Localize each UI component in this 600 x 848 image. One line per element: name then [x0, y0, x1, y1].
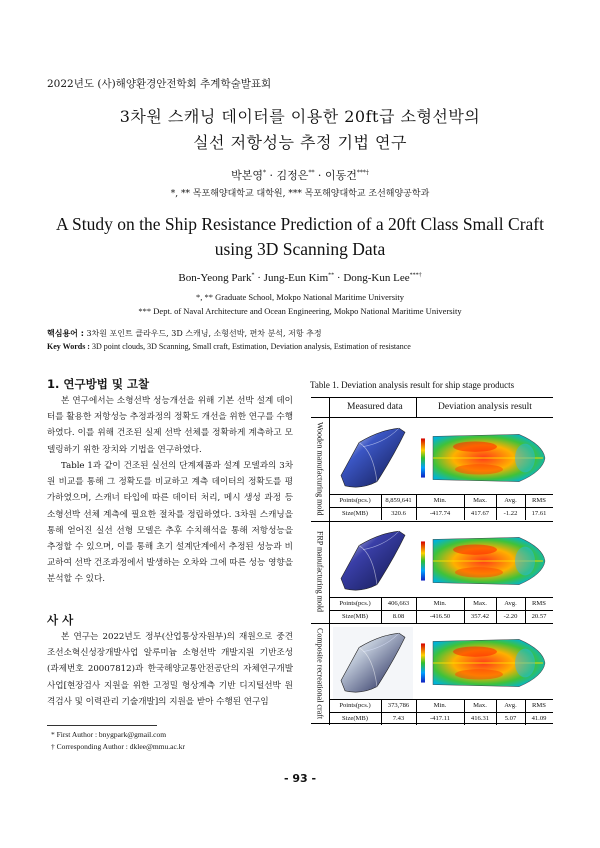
author-en-2: Jung-Eun Kim	[263, 272, 329, 284]
author-en-2-mark: **	[328, 272, 335, 279]
keywords-en-text: 3D point clouds, 3D Scanning, Small craft, Estimation, Deviation analysis, Estimation of resistance	[89, 342, 411, 351]
author-ko-1-mark: *	[263, 169, 267, 177]
conference-header: 2022년도 (사)해양환경안전학회 추계학술발표회	[47, 78, 272, 90]
authors-ko	[0, 167, 600, 183]
stat-points: 406,663	[387, 600, 410, 607]
stat-points: 8,859,641	[385, 497, 412, 504]
stat-avg: 5.07	[504, 715, 517, 722]
author-en-1: Bon-Yeong Park	[178, 272, 252, 284]
affiliation-en-line2: *** Dept. of Naval Architecture and Ocean Engineering, Mokpo National Maritime University	[138, 306, 462, 316]
stat-header: Avg.	[504, 497, 517, 504]
stat-min: -416.50	[429, 613, 451, 620]
deviation-table	[311, 397, 553, 724]
keywords-ko-text: 3차원 포인트 클라우드, 3D 스캐닝, 소형선박, 편차 분석, 저항 추정	[83, 329, 322, 338]
stat-header: RMS	[532, 702, 546, 709]
stat-header-size: Size(MB)	[341, 510, 368, 517]
table-header	[311, 398, 553, 418]
measured-scan-image	[333, 525, 413, 597]
affiliation-en-line1: *, ** Graduate School, Mokpo National Maritime University	[196, 292, 404, 302]
section-heading-methods: 1. 연구방법 및 고찰	[47, 377, 150, 391]
stat-header: RMS	[532, 497, 546, 504]
stat-header: Max.	[473, 497, 487, 504]
title-ko-line1: 3차원 스캐닝 데이터를 이용한 20ft급 소형선박의	[119, 107, 481, 126]
stat-header: Avg.	[504, 600, 517, 607]
row-label: FRP manufacturing mold	[315, 531, 325, 613]
row-label: Wooden manufacturing mold	[315, 422, 325, 516]
stat-header: Avg.	[504, 702, 517, 709]
stat-avg: -1.22	[503, 510, 518, 517]
stat-min: -417.11	[429, 715, 451, 722]
stat-header-size: Size(MB)	[341, 613, 368, 620]
deviation-map-image	[419, 525, 551, 597]
stat-header: Min.	[433, 497, 447, 504]
methods-paragraph-2: Table 1과 같이 건조된 실선의 단계제품과 설계 모델과의 3차원 비교를 통해 그 정확도를 비교하고 계측 데이터의 정확도를 평가하였으며, 스캐너 타입에 따른 데이터 처리, 메시 생성 과정 등 소형선박 선체 계측에 필요한 절차를 정립하였다. 3차원 스캐닝을 통해 얻어진 실선 선형 모델은 추후 수치해석을 통해 저항성능을 추정할 수 있으며, 이를 통해 초기 설계단계에서 추정된 성능과 비교하여 선박 건조과정에서 발생하는 오차와 그에 따른 성능 영향을 분석할 수 있다.	[47, 461, 293, 585]
page-number: - 93 -	[283, 772, 317, 785]
measured-scan-image	[333, 422, 413, 494]
divider	[329, 398, 330, 725]
stat-rms: 17.61	[531, 510, 547, 517]
stat-size: 320.6	[391, 510, 406, 517]
stat-header: Max.	[473, 702, 487, 709]
measured-scan-image	[333, 627, 413, 699]
stat-min: -417.74	[429, 510, 451, 517]
stat-max: 416.31	[470, 715, 490, 722]
keywords-ko	[47, 328, 322, 339]
stat-header-points: Points(pcs.)	[339, 497, 371, 504]
author-ko-2: 김정은	[276, 169, 309, 182]
deviation-map-image	[419, 627, 551, 699]
stat-header: Max.	[473, 600, 487, 607]
stat-header: Min.	[433, 600, 447, 607]
keywords-en-label: Key Words :	[47, 342, 90, 351]
authors-en	[0, 272, 600, 284]
stat-header-points: Points(pcs.)	[339, 600, 371, 607]
author-ko-2-mark: **	[308, 169, 315, 177]
deviation-map-image	[419, 422, 551, 494]
stat-header: Min.	[433, 702, 447, 709]
footnote-rule	[47, 725, 157, 726]
footnote-corr-mark: †	[51, 742, 55, 751]
divider	[416, 398, 417, 418]
keywords-en	[47, 342, 411, 351]
section-heading-acknowledgment: 사 사	[47, 613, 74, 627]
stat-max: 357.42	[470, 613, 490, 620]
title-ko-line2: 실선 저항성능 추정 기법 연구	[193, 133, 407, 152]
stat-header: RMS	[532, 600, 546, 607]
col-header-deviation: Deviation analysis result	[438, 402, 532, 412]
row-label: Composite recreational craft	[315, 628, 325, 720]
footnote-first-mark: *	[51, 730, 55, 739]
stat-rms: 41.09	[531, 715, 547, 722]
title-en-line1: A Study on the Ship Resistance Prediction of a 20ft Class Small Craft	[55, 214, 544, 234]
author-sep: ·	[314, 169, 325, 182]
author-ko-3: 이동건	[324, 169, 357, 182]
author-sep: ·	[254, 272, 264, 284]
title-en-line2: using 3D Scanning Data	[214, 239, 386, 259]
author-en-1-mark: *	[251, 272, 255, 279]
methods-paragraph-1: 본 연구에서는 소형선박 성능개선을 위해 기본 선박 설계 데이터를 활용한 저항성능 추정과정의 정확도 개선을 위한 연구를 수행하였다. 이를 위해 건조된 실제 선박 선체를 정확하게 계측하고 모델링하기 위한 장치와 기법을 연구하였다.	[47, 396, 293, 455]
acknowledgment-paragraph: 본 연구는 2022년도 정부(산업통상자원부)의 재원으로 중견조선소혁신성장개발사업 알루미늄 소형선박 개발지원 기반조성(과제번호 20007812)과 한국해양교통안전공단의 자체연구개발사업[현장검사 지원을 위한 고정밀 형상계측 기반 디지털선박 원격검사 및 이력관리 기술개발]의 지원을 받아 수행된 연구임	[47, 632, 293, 707]
author-sep: ·	[266, 169, 277, 182]
stat-header-size: Size(MB)	[341, 715, 368, 722]
col-header-measured: Measured data	[347, 402, 403, 412]
author-ko-3-mark: ***†	[356, 169, 369, 177]
footnote-first-author: * First Author : bnygpark@gmail.com	[51, 730, 167, 739]
author-en-3: Dong-Kun Lee	[343, 272, 410, 284]
stat-points: 373,786	[387, 702, 410, 709]
footnote-corresponding-author: † Corresponding Author : dklee@mmu.ac.kr	[51, 742, 185, 751]
stat-max: 417.67	[470, 510, 490, 517]
author-sep: ·	[334, 272, 344, 284]
affiliation-ko: *, ** 목포해양대학교 대학원, *** 목포해양대학교 조선해양공학과	[170, 189, 430, 199]
table-caption: Table 1. Deviation analysis result for ship stage products	[310, 380, 515, 390]
author-ko-1: 박본영	[231, 169, 264, 182]
author-en-3-mark: ***†	[409, 272, 422, 279]
stat-header-points: Points(pcs.)	[339, 702, 371, 709]
stat-size: 7.43	[392, 715, 405, 722]
stat-avg: -2.20	[503, 613, 518, 620]
stat-size: 8.08	[392, 613, 405, 620]
stat-rms: 20.57	[531, 613, 547, 620]
keywords-ko-label: 핵심용어 :	[47, 329, 84, 338]
